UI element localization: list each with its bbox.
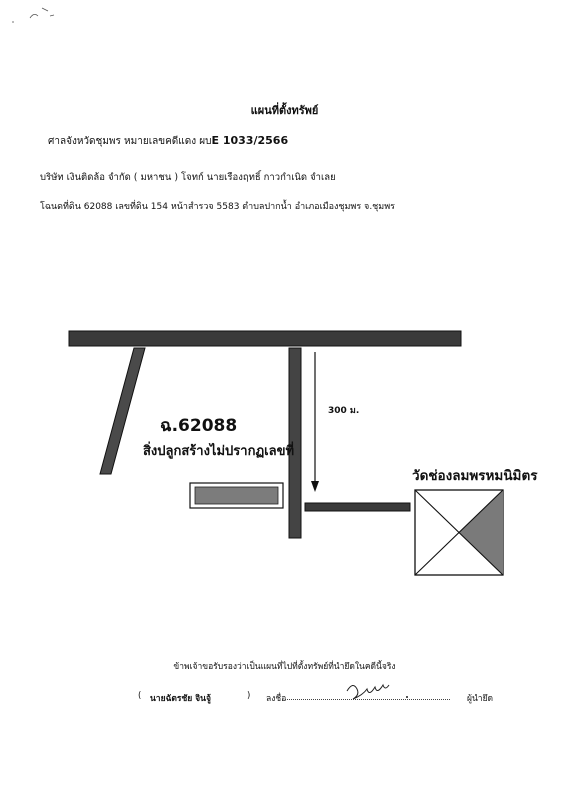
handwritten-signature xyxy=(345,677,415,707)
deed-info-line: โฉนดที่ดิน 62088 เลขที่ดิน 154 หน้าสำรวจ 5583 ตำบลปากน้ำ อำเภอเมืองชุมพร จ.ชุมพร xyxy=(40,202,395,212)
sign-label: ลงชื่อ xyxy=(266,694,287,704)
distance-arrow-head xyxy=(311,481,319,492)
diagonal-road xyxy=(100,348,145,474)
temple-road xyxy=(305,503,410,511)
structure-note: สิ่งปลูกสร้างไม่ปรากฏเลขที่ xyxy=(143,444,295,459)
paren-open: ( xyxy=(138,691,142,701)
scan-specks xyxy=(12,8,54,22)
signer-role: ผู้นำยึด xyxy=(467,694,494,704)
certification-statement: ข้าพเจ้าขอรับรองว่าเป็นแผนที่ไปที่ตั้งทรัพย์ที่นำยึดในคดีนี้จริง xyxy=(173,662,396,672)
paren-close: ) xyxy=(247,691,251,701)
distance-label: 300 ม. xyxy=(328,406,360,416)
parties-line: บริษัท เงินติดล้อ จำกัด ( มหาชน ) โจทก์ นายเรืองฤทธิ์ กาวกำเนิด จำเลย xyxy=(40,172,336,183)
landmark-label: วัดช่องลมพรหมนิมิตร xyxy=(412,468,538,484)
case-number: E 1033/2566 xyxy=(211,134,289,147)
parcel-label: ฉ.62088 xyxy=(160,416,238,436)
court-prefix: ศาลจังหวัดชุมพร หมายเลขคดีแดง ผบ xyxy=(48,136,212,147)
signer-name: นายฉัตรชัย จินจู้ xyxy=(150,694,211,704)
parcel-fill xyxy=(195,487,278,504)
map-title: แผนที่ตั้งทรัพย์ xyxy=(250,104,319,117)
main-road xyxy=(69,331,461,346)
